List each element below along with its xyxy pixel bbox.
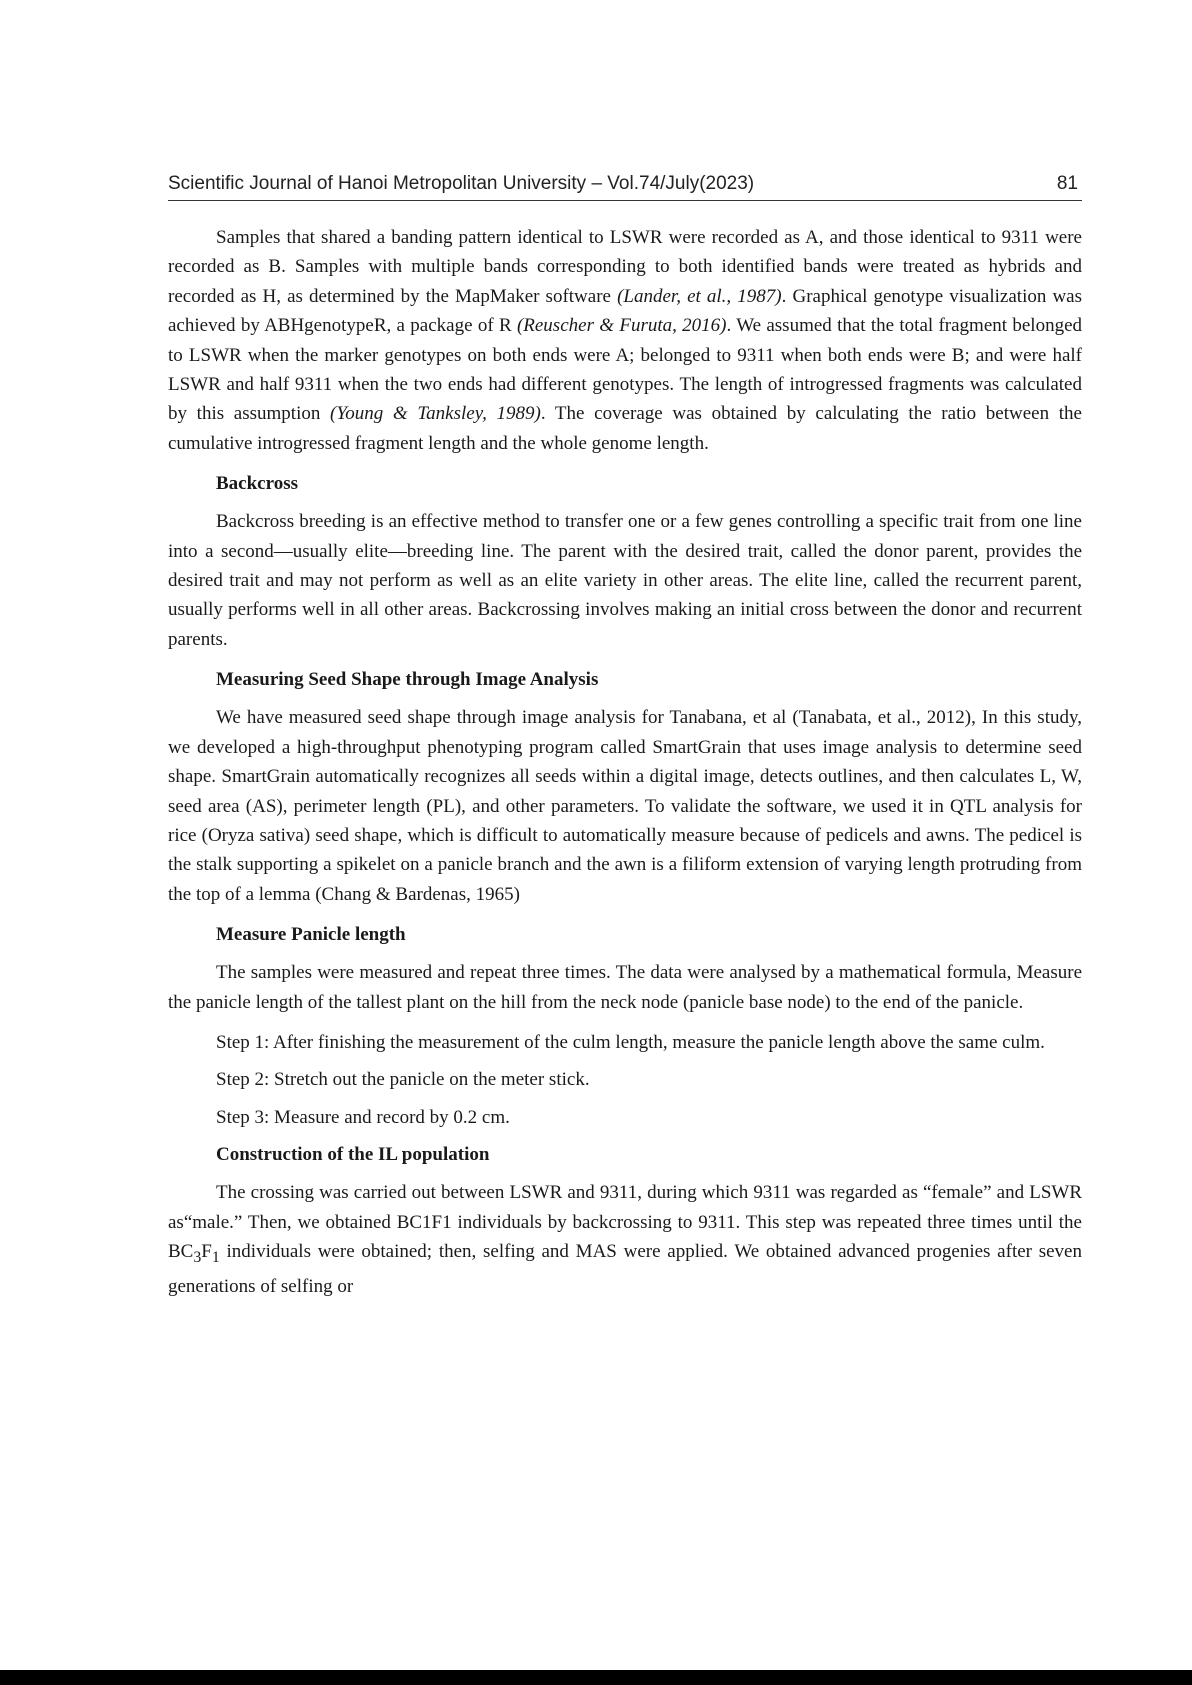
text-span: F: [201, 1240, 212, 1262]
step-3: Step 3: Measure and record by 0.2 cm.: [216, 1106, 510, 1128]
journal-title: Scientific Journal of Hanoi Metropolitan University – Vol.74/July(2023): [168, 173, 755, 194]
body-text: [168, 223, 1082, 1313]
citation-young: (Young & Tanksley, 1989): [330, 403, 541, 425]
text-span: . Graphical genotype visualization was achieved by ABHgenotypeR, a package of R: [168, 285, 1083, 337]
citation-reuscher: (Reuscher & Furuta, 2016): [516, 315, 727, 337]
step-1: Step 1: After finishing the measurement of the culm length, measure the panicle length above the same culm.: [216, 1031, 1045, 1053]
paragraph-genotyping: [168, 223, 1082, 458]
text-span: The crossing was carried out between LSWR and 9311, during which 9311 was regarded as “female” and LSWR as“male.” Then, we obtained BC1F1 individuals by backcrossing to 9311. This step was repeated three times until the BC: [168, 1182, 1082, 1262]
text-span: . The coverage was obtained by calculating the ratio between the cumulative introgressed fragment length and the whole genome length.: [168, 403, 1082, 454]
text-span: individuals were obtained; then, selfing and MAS were applied. We obtained advanced progenies after seven generations of selfing or: [168, 1240, 1082, 1298]
page-number: 81: [1056, 173, 1078, 194]
citation-lander: (Lander, et al., 1987): [617, 285, 782, 307]
running-header: [168, 170, 1082, 201]
paragraph-backcross: Backcross breeding is an effective method to transfer one or a few genes controlling a specific trait from one line into a second—usually elite—breeding line. The parent with the desired trait, called the donor parent, provides the desired trait and may not perform as well as an elite variety in other areas. The elite line, called the recurrent parent, usually performs well in all other areas. Backcrossing involves making an initial cross between the donor and recurrent parents.: [168, 511, 1082, 650]
subscript: 1: [211, 1248, 220, 1266]
section-heading-panicle-length: Measure Panicle length: [216, 924, 406, 946]
section-heading-backcross: Backcross: [216, 473, 298, 495]
paragraph-il-population: [168, 1178, 1082, 1301]
paragraph-seed-shape: We have measured seed shape through image analysis for Tanabana, et al (Tanabata, et al., 2012), In this study, we developed a high-throughput phenotyping program called SmartGrain that uses image analysis to determine seed shape. SmartGrain automatically recognizes all seeds within a digital image, detects outlines, and then calculates L, W, seed area (AS), perimeter length (PL), and other parameters. To validate the software, we used it in QTL analysis for rice (Oryza sativa) seed shape, which is difficult to automatically measure because of pedicels and awns. The pedicel is the stalk supporting a spikelet on a panicle branch and the awn is a filiform extension of varying length protruding from the top of a lemma (Chang & Bardenas, 1965): [168, 707, 1082, 905]
section-heading-il-population: Construction of the IL population: [216, 1144, 490, 1166]
subscript: 3: [193, 1248, 202, 1266]
text-span: Samples that shared a banding pattern identical to LSWR were recorded as A, and those identical to 9311 were recorded as B. Samples with multiple bands corresponding to both identified bands were treated as hybrids and recorded as H, as determined by the MapMaker software: [168, 227, 1082, 307]
section-heading-seed-shape: Measuring Seed Shape through Image Analysis: [216, 669, 599, 691]
bottom-border: [0, 1670, 1192, 1685]
step-2: Step 2: Stretch out the panicle on the meter stick.: [216, 1069, 590, 1091]
text-span: . We assumed that the total fragment belonged to LSWR when the marker genotypes on both ends were A; belonged to 9311 when both ends were B; and were half LSWR and half 9311 when the two ends had different genotypes. The length of introgressed fragments was calculated by this assumption: [168, 315, 1082, 425]
paragraph-panicle-length: The samples were measured and repeat three times. The data were analysed by a mathematical formula, Measure the panicle length of the tallest plant on the hill from the neck node (panicle base node) to the end of the panicle.: [168, 962, 1082, 1013]
